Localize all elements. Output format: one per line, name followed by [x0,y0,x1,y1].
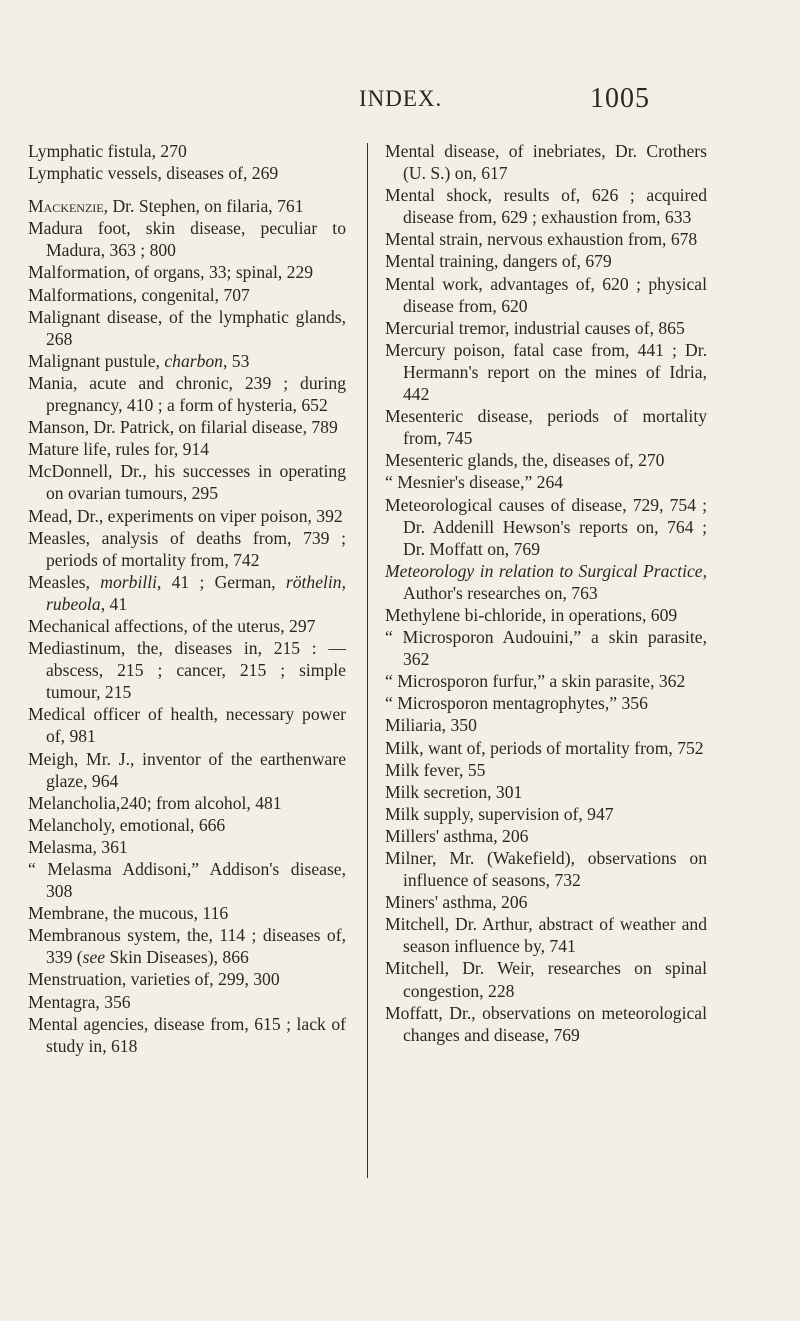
index-entry [28,350,346,372]
index-entry: Milner, Mr. (Wakefield), observations on influence of seasons, 732 [385,848,707,891]
right-column [385,140,707,1046]
index-entry: “ Melasma Addisoni,” Addison's disease, 308 [28,859,346,902]
index-entry: Mitchell, Dr. Arthur, abstract of weather and season influence by, 741 [385,914,707,957]
entry-text: , 53 [222,350,250,371]
index-entry: Malformation, of organs, 33; spinal, 229 [28,262,314,283]
entry-text: Measles, [28,571,101,592]
entry-text: Skin Diseases), 866 [105,947,249,968]
index-entry: Milk supply, supervision of, 947 [385,803,614,824]
index-entry: Miners' asthma, 206 [385,892,528,913]
index-entry: Mesenteric disease, periods of mortality from, 745 [385,406,707,449]
running-header [0,83,800,126]
entry-gap [28,184,346,195]
entry-italic: morbilli [100,571,157,592]
entry-text: , 41 ; German, [157,571,286,592]
index-entry: Lymphatic vessels, diseases of, 269 [28,163,279,184]
index-entry: “ Microsporon Audouini,” a skin parasite, 362 [385,627,707,670]
index-entry: Mesenteric glands, the, diseases of, 270 [385,450,665,471]
index-entry [28,924,346,968]
index-entry: Mead, Dr., experiments on viper poison, 392 [28,505,343,526]
index-entry: Mercurial tremor, industrial causes of, 865 [385,317,685,338]
left-column [28,140,346,1057]
index-entry: “ Mesnier's disease,” 264 [385,472,564,493]
index-entry: Medical officer of health, necessary power of, 981 [28,704,346,747]
index-entry: Madura foot, skin disease, peculiar to Madura, 363 ; 800 [28,218,346,261]
index-entry: Mental shock, results of, 626 ; acquired disease from, 629 ; exhaustion from, 633 [385,185,707,228]
index-entry: Mental training, dangers of, 679 [385,251,612,272]
index-entry: “ Microsporon mentagrophytes,” 356 [385,693,648,714]
index-entry: Measles, analysis of deaths from, 739 ; periods of mortality from, 742 [28,527,346,570]
index-entry: Melasma, 361 [28,836,128,857]
index-entry: “ Microsporon furfur,” a skin parasite, 362 [385,671,686,692]
index-entry: Meigh, Mr. J., inventor of the earthenware glaze, 964 [28,748,346,791]
index-entry: Mercury poison, fatal case from, 441 ; Dr. Hermann's report on the mines of Idria, 442 [385,339,707,405]
index-entry: Mental agencies, disease from, 615 ; lack of study in, 618 [28,1013,346,1056]
entry-text: , Dr. Stephen, on filaria, 761 [103,196,304,217]
entry-italic: see [82,947,106,968]
index-entry: Mental work, advantages of, 620 ; physical disease from, 620 [385,273,707,316]
entry-italic: charbon [164,350,223,371]
index-entry [28,571,346,615]
entry-heading: Mackenzie [28,196,104,217]
index-entry: Mitchell, Dr. Weir, researches on spinal congestion, 228 [385,958,707,1001]
entry-text: Author's researches on, 763 [403,582,598,603]
index-entry: Mature life, rules for, 914 [28,439,210,460]
index-entry: Milk, want of, periods of mortality from, 752 [385,737,704,758]
index-entry: Manson, Dr. Patrick, on filarial disease, 789 [28,417,338,438]
index-entry: Millers' asthma, 206 [385,825,529,846]
index-entry: Miliaria, 350 [385,715,477,736]
index-entry: Melancholy, emotional, 666 [28,814,226,835]
page-title: INDEX. [359,86,443,111]
index-entry: Mania, acute and chronic, 239 ; during pregnancy, 410 ; a form of hysteria, 652 [28,372,346,416]
page-number: 1005 [590,83,650,114]
index-entry: Moffatt, Dr., observations on meteorological changes and disease, 769 [385,1002,707,1045]
index-entry: Membrane, the mucous, 116 [28,903,229,924]
entry-text: Malignant pustule, [28,350,165,371]
index-entry [385,560,707,604]
index-entry: Menstruation, varieties of, 299, 300 [28,969,280,990]
entry-italic: Meteorology in relation to Surgical Practice, [385,560,707,581]
index-entry: Mental strain, nervous exhaustion from, 678 [385,229,698,250]
index-entry: Milk fever, 55 [385,759,486,780]
entry-italic: röthelin, rubeola [46,571,346,614]
index-entry: Lymphatic fistula, 270 [28,141,187,161]
index-entry: Mechanical affections, of the uterus, 297 [28,615,316,636]
column-divider [367,143,368,1178]
index-entry: Methylene bi-chloride, in operations, 609 [385,604,678,625]
index-entry: Melancholia,240; from alcohol, 481 [28,792,282,813]
index-entry: Malignant disease, of the lymphatic glands, 268 [28,306,346,349]
index-entry: Meteorological causes of disease, 729, 754 ; Dr. Addenill Hewson's reports on, 764 ; Dr. Moffatt on, 769 [385,494,707,559]
index-entry: Mental disease, of inebriates, Dr. Crothers (U. S.) on, 617 [385,141,707,184]
index-entry: McDonnell, Dr., his successes in operating on ovarian tumours, 295 [28,461,346,504]
index-entry: Milk secretion, 301 [385,781,523,802]
entry-text: , 41 [100,593,128,614]
index-entry: Malformations, congenital, 707 [28,284,250,305]
index-entry: Mentagra, 356 [28,991,131,1012]
index-entry [28,195,346,217]
entry-text: Membranous system, the, 114 ; diseases of, 339 ( [28,925,346,968]
index-entry: Mediastinum, the, diseases in, 215 : — abscess, 215 ; cancer, 215 ; simple tumour, 215 [28,638,346,703]
